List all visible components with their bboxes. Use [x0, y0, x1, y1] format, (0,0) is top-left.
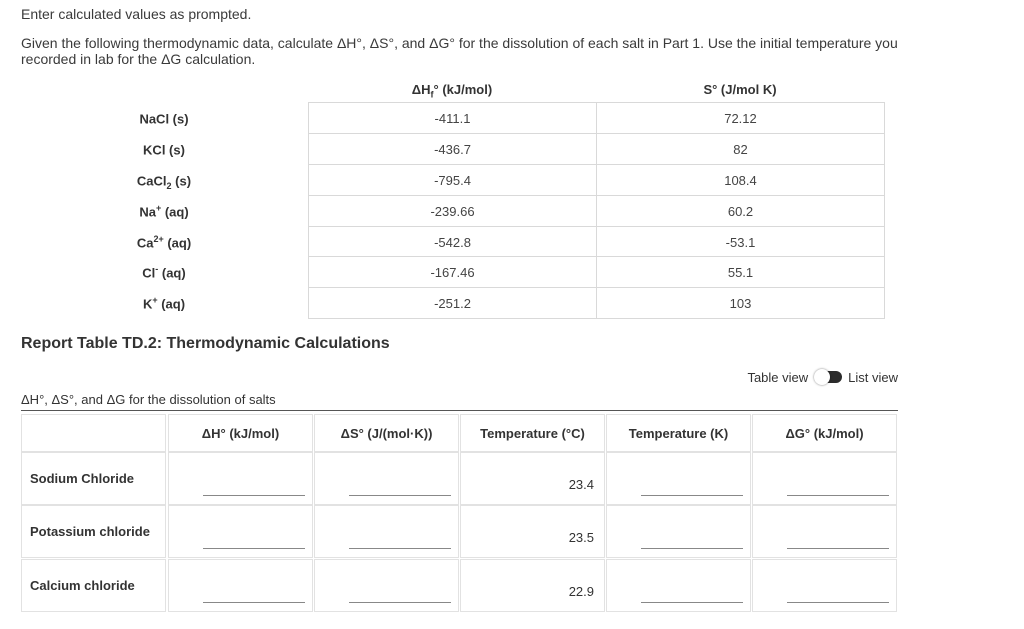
- entropy-value: -53.1: [596, 226, 885, 258]
- temp-k-input[interactable]: [641, 586, 743, 603]
- enthalpy-value: -251.2: [308, 287, 597, 319]
- divider: [21, 410, 898, 411]
- temp-c-cell: [460, 505, 605, 558]
- header-blank: [21, 414, 166, 452]
- report-title: Report Table TD.2: Thermodynamic Calculations: [21, 335, 390, 352]
- delta-s-cell: [314, 559, 459, 612]
- delta-h-cell: [168, 559, 313, 612]
- species-label: KCl (s): [143, 142, 185, 158]
- delta-h-input[interactable]: [203, 586, 305, 603]
- delta-h-cell: [168, 505, 313, 558]
- temp-c-cell: [460, 452, 605, 505]
- entropy-value: 72.12: [596, 102, 885, 134]
- delta-g-cell: [752, 559, 897, 612]
- species-label: Na+ (aq): [139, 203, 189, 220]
- entropy-value: 60.2: [596, 195, 885, 227]
- delta-h-input[interactable]: [203, 479, 305, 496]
- species-label: Cl- (aq): [142, 264, 186, 281]
- species-label: NaCl (s): [139, 111, 189, 127]
- header-temp-k: Temperature (K): [606, 414, 751, 452]
- header-temp-c: Temperature (°C): [460, 414, 605, 452]
- enthalpy-value: -436.7: [308, 133, 597, 165]
- delta-g-input[interactable]: [787, 532, 889, 549]
- salt-label: Calcium chloride: [21, 559, 166, 612]
- header-delta-s: ΔS° (J/(mol·K)): [314, 414, 459, 452]
- entropy-value: 82: [596, 133, 885, 165]
- delta-h-cell: [168, 452, 313, 505]
- salt-label: Sodium Chloride: [21, 452, 166, 505]
- temp-k-input[interactable]: [641, 479, 743, 496]
- instructions-text: Given the following thermodynamic data, calculate ΔH°, ΔS°, and ΔG° for the dissolution of each salt in Part 1. Use the initial temperature you recorded in lab for the ΔG calculation.: [21, 35, 898, 67]
- temp-k-cell: [606, 452, 751, 505]
- delta-s-cell: [314, 505, 459, 558]
- list-view-label[interactable]: List view: [848, 369, 898, 385]
- delta-h-input[interactable]: [203, 532, 305, 549]
- enthalpy-value: -411.1: [308, 102, 597, 134]
- entropy-value: 55.1: [596, 256, 885, 288]
- species-label: CaCl$_2$ (s): [136, 173, 192, 191]
- enthalpy-value: -167.46: [308, 256, 597, 288]
- header-entropy: S° (J/mol K): [703, 82, 777, 97]
- temp-k-input[interactable]: [641, 532, 743, 549]
- delta-s-input[interactable]: [349, 479, 451, 496]
- delta-s-input[interactable]: [349, 586, 451, 603]
- header-delta-h: ΔH° (kJ/mol): [168, 414, 313, 452]
- delta-g-cell: [752, 452, 897, 505]
- temp-c-cell: [460, 559, 605, 612]
- temp-c-value: 22.9: [568, 584, 594, 599]
- entropy-value: 103: [596, 287, 885, 319]
- salt-label: Potassium chloride: [21, 505, 166, 558]
- delta-s-input[interactable]: [349, 532, 451, 549]
- species-label: $Ca^{2+}$ (aq): [136, 234, 192, 251]
- table-view-label[interactable]: Table view: [747, 369, 809, 385]
- temp-k-cell: [606, 505, 751, 558]
- enthalpy-value: -239.66: [308, 195, 597, 227]
- temp-k-cell: [606, 559, 751, 612]
- entropy-value: 108.4: [596, 164, 885, 196]
- temp-c-value: 23.5: [568, 530, 594, 545]
- delta-g-input[interactable]: [787, 479, 889, 496]
- delta-g-cell: [752, 505, 897, 558]
- report-subtitle: ΔH°, ΔS°, and ΔG for the dissolution of salts: [21, 392, 276, 407]
- view-switch[interactable]: [814, 369, 842, 385]
- temp-c-value: 23.4: [568, 477, 594, 492]
- delta-g-input[interactable]: [787, 586, 889, 603]
- enthalpy-value: -542.8: [308, 226, 597, 258]
- header-enthalpy-formation: $\Delta H_f^\circ$ (kJ/mol): [411, 82, 493, 100]
- prompt-text: Enter calculated values as prompted.: [21, 6, 252, 22]
- delta-s-cell: [314, 452, 459, 505]
- header-delta-g: ΔG° (kJ/mol): [752, 414, 897, 452]
- species-label: K+ (aq): [142, 295, 186, 312]
- view-toggle[interactable]: [747, 369, 898, 385]
- enthalpy-value: -795.4: [308, 164, 597, 196]
